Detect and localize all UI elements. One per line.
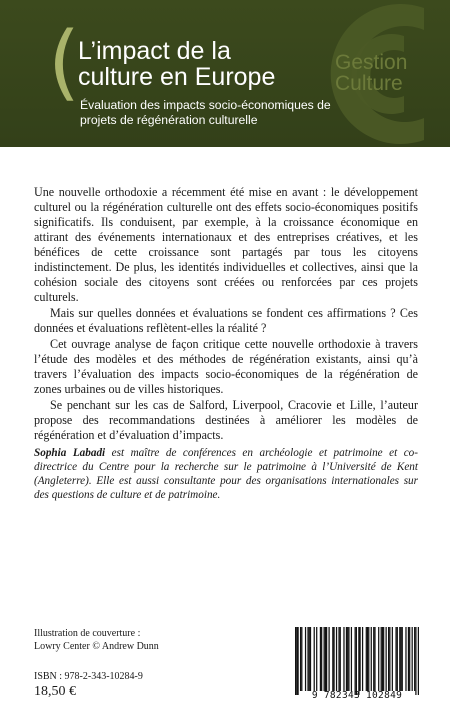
barcode-digits: 9 782343 102849 <box>311 690 403 701</box>
title-line-2: culture en Europe <box>78 63 276 91</box>
decorative-parenthesis: ( <box>48 15 80 110</box>
blurb-paragraph-1: Une nouvelle orthodoxie a récemment été mise en avant : le développement culturel ou la régénération culturelle ont des effets socio-économiques positifs significatifs. Ils conduisent, par exemple, à la croissance économique en attirant des événements internationaux et des entreprises créatives, et les bénéfices de cette croissance sont partagés par tous les citoyens indistinctement. De plus, les identités individuelles et collectives, ainsi que la cohésion sociale des citoyens sont créées ou renforcées par ces projets culturels. <box>34 185 418 304</box>
cover-credit <box>34 627 254 653</box>
series-line-2: Culture <box>335 72 403 95</box>
isbn: ISBN : 978-2-343-10284-9 <box>34 671 143 682</box>
author-name: Sophia Labadi <box>34 447 106 459</box>
cover-credit-line-1: Illustration de couverture : <box>34 628 141 639</box>
author-bio <box>34 446 418 502</box>
price: 18,50 € <box>34 684 76 699</box>
cover-credit-line-2: Lowry Center © Andrew Dunn <box>34 641 159 652</box>
book-title <box>78 38 378 90</box>
series-name <box>335 52 445 94</box>
author-bio-text: est maître de conférences en archéologie et patrimoine et co-directrice du Centre pour la recherche sur le patrimoine à l’Université de Kent (Angleterre). Elle est aussi consultante pour des organisations internationales sur des questions de culture et de patrimoine. <box>34 447 418 501</box>
subtitle-line-2: projets de régénération culturelle <box>80 113 258 127</box>
subtitle-line-1: Évaluation des impacts socio-économiques de <box>80 98 331 112</box>
series-line-1: Gestion <box>335 51 408 74</box>
blurb <box>34 185 418 444</box>
blurb-paragraph-2: Mais sur quelles données et évaluations se fondent ces affirmations ? Ces données et évaluations reflètent-elles la réalité ? <box>34 306 418 335</box>
book-subtitle <box>80 98 420 128</box>
blurb-paragraph-3: Cet ouvrage analyse de façon critique cette nouvelle orthodoxie à travers l’étude des modèles et des méthodes de régénération existants, ainsi qu’à travers l’évaluation des impacts socio-économiques de la régénération de zones urbaines ou de villes historiques. <box>34 337 418 396</box>
title-line-1: L’impact de la <box>78 37 231 65</box>
cover-header <box>0 0 450 147</box>
barcode-icon <box>295 621 419 701</box>
blurb-paragraph-4: Se penchant sur les cas de Salford, Liverpool, Cracovie et Lille, l’auteur propose des recommandations destinées à améliorer les modèles de régénération et d’évaluation d’impacts. <box>34 398 418 442</box>
